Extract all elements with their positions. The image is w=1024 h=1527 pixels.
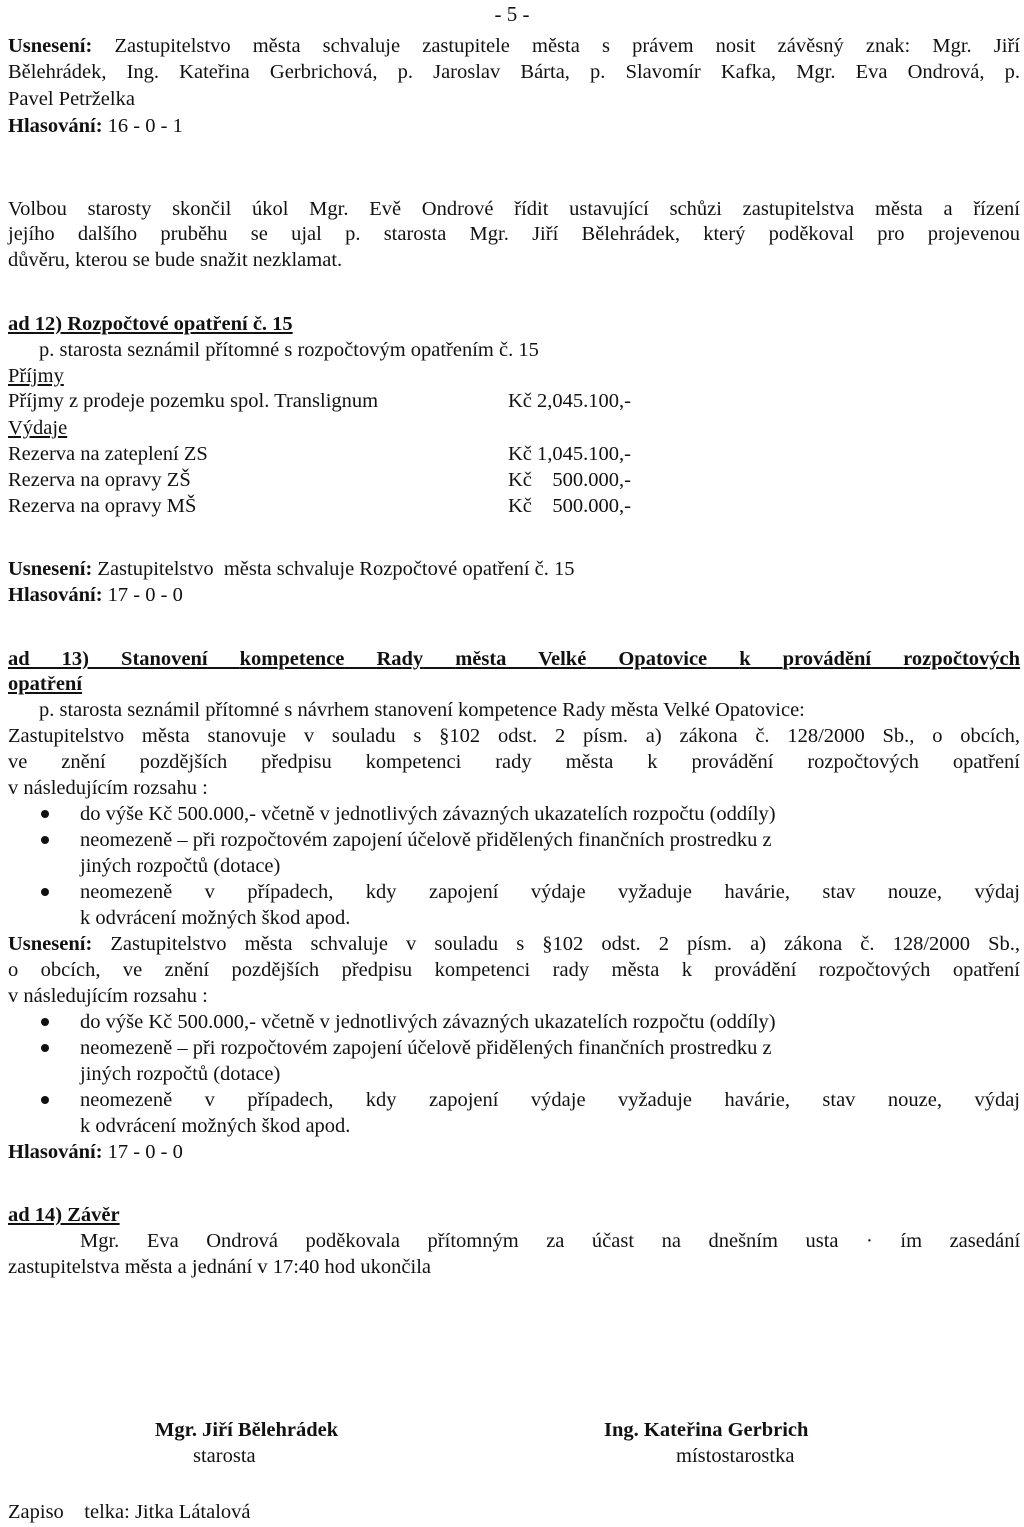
word: znění [61, 751, 106, 773]
word: Velké [538, 648, 587, 670]
expense-item-amount: Kč 500.000,- [508, 495, 631, 517]
section-13-resolution-line-2: o obcích, ve znění pozdějších předpisu kompetenci rady města k provádění rozpočtových opatření [8, 959, 1020, 981]
list-item-continuation: jiných rozpočtů (dotace) [80, 855, 281, 877]
expense-item-label: Rezerva na opravy ZŠ [8, 469, 191, 491]
word: Mgr. [80, 1230, 120, 1252]
word: kompetence [239, 648, 345, 670]
vote-label: Hlasování: [8, 115, 103, 137]
expense-item-label: Rezerva na opravy MŠ [8, 495, 197, 517]
vote-12: Hlasování: 17 - 0 - 0 [8, 584, 183, 606]
bullet-icon [41, 810, 49, 818]
word: města [455, 648, 507, 670]
section-13-intro-line-4: v následujícím rozsahu : [8, 777, 208, 799]
expense-item-amount: Kč 500.000,- [508, 469, 631, 491]
starosta-para-line-3: důvěru, kterou se bude snažit nezklamat. [8, 249, 343, 271]
word: rady [495, 751, 532, 773]
expense-item-label: Rezerva na zateplení ZS [8, 443, 208, 465]
signature-role: starosta [193, 1445, 256, 1467]
section-13-heading-line-1 [8, 647, 1020, 671]
word: ím [900, 1230, 923, 1252]
expense-item-amount: Kč 1,045.100,- [508, 443, 631, 465]
word: k [739, 648, 751, 670]
word: účast [591, 1230, 635, 1252]
starosta-para-line-1: Volbou starosty skončil úkol Mgr. Evě Ondrové řídit ustavující schůzi zastupitelstva města a řízení [8, 198, 1020, 220]
recorder-line: Zapiso telka: Jitka Látalová [8, 1501, 251, 1523]
word: opatření [952, 751, 1020, 773]
word: Stanovení [121, 648, 208, 670]
list-item-continuation: k odvrácení možných škod apod. [80, 1115, 351, 1137]
word: rozpočtových [807, 751, 919, 773]
section-12-intro: p. starosta seznámil přítomné s rozpočtovým opatřením č. 15 [39, 339, 539, 361]
list-item: neomezeně – při rozpočtovém zapojení účelově přidělených finančních prostredku z [80, 1037, 772, 1059]
section-13-resolution-line-3: v následujícím rozsahu : [8, 985, 208, 1007]
list-item: do výše Kč 500.000,- včetně v jednotlivých závazných ukazatelích rozpočtu (oddíly) [80, 803, 776, 825]
word: · [866, 1230, 873, 1252]
income-item-label: Příjmy z prodeje pozemku spol. Translignum [8, 390, 379, 412]
income-heading: Příjmy [8, 365, 64, 387]
resolution-1-line-2: Bělehrádek, Ing. Kateřina Gerbrichová, p. Jaroslav Bárta, p. Slavomír Kafka, Mgr. Eva Ondrová, p. [8, 61, 1020, 83]
section-13-intro-line-3 [8, 750, 1020, 774]
word: ad 13) [8, 648, 90, 670]
section-12-heading: ad 12) Rozpočtové opatření č. 15 [8, 313, 293, 335]
vote-label: Hlasování: [8, 1141, 103, 1163]
word: na [661, 1230, 681, 1252]
list-item: neomezeně – při rozpočtovém zapojení účelově přidělených finančních prostredku z [80, 829, 772, 851]
section-13-heading-line-2: opatření [8, 673, 83, 695]
section-14-line-1 [80, 1229, 1020, 1253]
signature-role: místostarostka [676, 1445, 795, 1467]
section-12-resolution: Usnesení: Zastupitelstvo města schvaluje Rozpočtové opatření č. 15 [8, 558, 575, 580]
word: města [565, 751, 614, 773]
bullet-icon [41, 1044, 49, 1052]
word: přítomným [427, 1230, 519, 1252]
list-item: neomezeně v případech, kdy zapojení výdaje vyžaduje havárie, stav nouze, výdaj [80, 1089, 1020, 1111]
word: k provádění [647, 751, 774, 773]
word: zasedání [949, 1230, 1021, 1252]
list-item-continuation: k odvrácení možných škod apod. [80, 907, 351, 929]
list-item: neomezeně v případech, kdy zapojení výdaje vyžaduje havárie, stav nouze, výdaj [80, 881, 1020, 903]
word: za [546, 1230, 565, 1252]
signature-name: Mgr. Jiří Bělehrádek [155, 1419, 339, 1441]
bullet-icon [41, 1096, 49, 1104]
bullet-icon [41, 888, 49, 896]
list-item: do výše Kč 500.000,- včetně v jednotlivých závazných ukazatelích rozpočtu (oddíly) [80, 1011, 776, 1033]
vote-1: Hlasování: 16 - 0 - 1 [8, 115, 183, 137]
word: pozdějších [139, 751, 228, 773]
bullet-icon [41, 1018, 49, 1026]
word: provádění [782, 648, 872, 670]
section-14-heading: ad 14) Závěr [8, 1204, 120, 1226]
word: Rady [376, 648, 424, 670]
resolution-1-line-3: Pavel Petrželka [8, 88, 135, 110]
word: usta [805, 1230, 839, 1252]
word: Eva [146, 1230, 179, 1252]
starosta-para-line-2: jejího dalšího pruběhu se ujal p. starosta Mgr. Jiří Bělehrádek, který poděkoval pro projevenou [8, 223, 1020, 245]
word: ve [8, 751, 28, 773]
vote-label: Hlasování: [8, 584, 103, 606]
resolution-label: Usnesení: [8, 558, 93, 580]
section-13-intro-line-2: Zastupitelstvo města stanovuje v souladu s §102 odst. 2 písm. a) zákona č. 128/2000 Sb., o obcích, [8, 725, 1020, 747]
resolution-label: Usnesení: [8, 933, 93, 955]
word: rozpočtových [903, 648, 1021, 670]
bullet-icon [41, 836, 49, 844]
word: poděkovala [305, 1230, 401, 1252]
list-item-continuation: jiných rozpočtů (dotace) [80, 1063, 281, 1085]
section-14-line-2: zastupitelstva města a jednání v 17:40 hod ukončila [8, 1256, 431, 1278]
word: předpisu [261, 751, 332, 773]
resolution-label: Usnesení: [8, 35, 93, 57]
word: kompetenci [365, 751, 462, 773]
page-number: - 5 - [494, 2, 530, 26]
word: Ondrová [206, 1230, 278, 1252]
resolution-1-line-1: Usnesení: Zastupitelstvo města schvaluje zastupitele města s právem nosit závěsný znak: Mgr. Jiří [8, 35, 1020, 57]
word: Opatovice [618, 648, 708, 670]
expense-heading: Výdaje [8, 417, 68, 439]
vote-13: Hlasování: 17 - 0 - 0 [8, 1141, 183, 1163]
signature-name: Ing. Kateřina Gerbrich [604, 1419, 809, 1441]
section-13-resolution-line-1: Usnesení: Zastupitelstvo města schvaluje v souladu s §102 odst. 2 písm. a) zákona č. 128/2000 Sb., [8, 933, 1020, 955]
word: dnešním [708, 1230, 778, 1252]
income-item-amount: Kč 2,045.100,- [508, 390, 631, 412]
section-13-intro-line-1: p. starosta seznámil přítomné s návrhem stanovení kompetence Rady města Velké Opatovice: [39, 699, 805, 721]
